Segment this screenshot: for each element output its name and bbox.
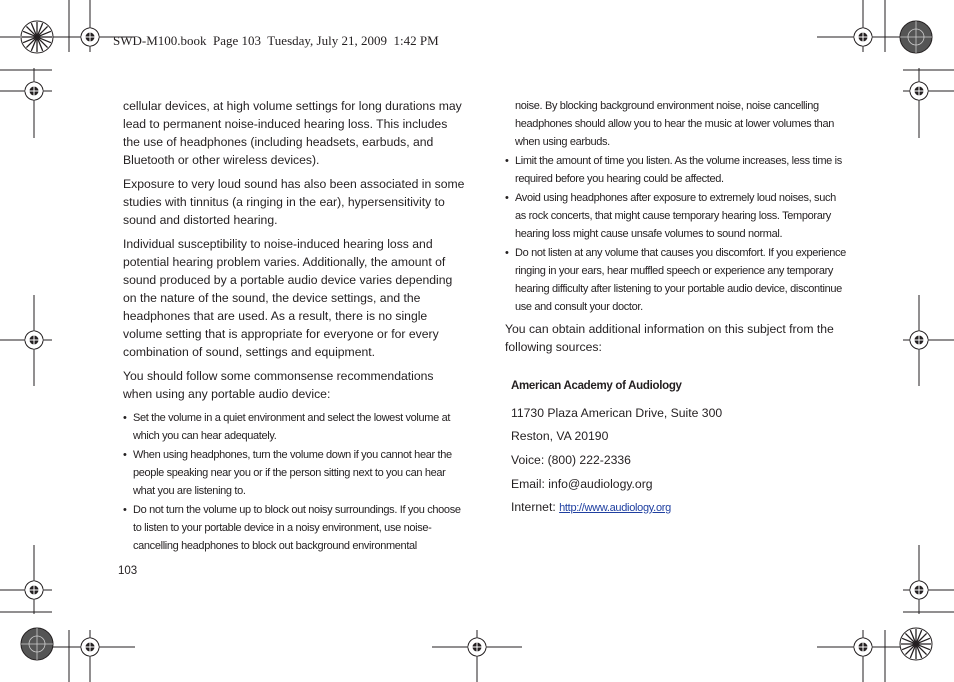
bullet-icon: • <box>123 449 127 461</box>
internet-label: Internet: <box>511 500 560 514</box>
source-title: American Academy of Audiology <box>511 380 682 392</box>
bullet-continuation: noise. By blocking background environment noise, noise cancelling headphones should allow you to hear the music at lower volumes than when using earbuds. <box>515 100 834 148</box>
page-number: 103 <box>118 565 138 577</box>
source-email: Email: info@audiology.org <box>511 477 653 491</box>
page-header: SWD-M100.book Page 103 Tuesday, July 21, 2009 1:42 PM <box>113 33 439 48</box>
bullet-icon: • <box>505 192 509 204</box>
paragraph: You should follow some commonsense recommendations when using any portable audio device: <box>123 369 434 401</box>
recommendation-list <box>123 409 465 555</box>
source-internet <box>511 498 671 517</box>
paragraph: Exposure to very loud sound has also been associated in some studies with tinnitus (a ringing in the ear), hypersensitivity to sound and distorted hearing. <box>123 177 465 227</box>
bullet-icon: • <box>123 504 127 516</box>
source-city: Reston, VA 20190 <box>511 429 609 443</box>
bullet-icon: • <box>123 412 127 424</box>
paragraph: Individual susceptibility to noise-induced hearing loss and potential hearing problem varies. Additionally, the amount of sound produced by a portable audio device varies depending on the nature of the sound, the device settings, and the headphones that are used. As a result, there is no single volume setting that is appropriate for everyone or for every combination of sound, settings and equipment. <box>123 237 453 359</box>
source-address: 11730 Plaza American Drive, Suite 300 <box>511 406 723 420</box>
list-item: • Limit the amount of time you listen. As the volume increases, less time is required before you hearing could be affected. <box>505 152 847 188</box>
list-item: • Set the volume in a quiet environment and select the lowest volume at which you can hear adequately. <box>123 409 465 445</box>
list-item: • Do not turn the volume up to block out noisy surroundings. If you choose to listen to your portable device in a noisy environment, use noise-cancelling headphones to block out background environmental <box>123 501 465 555</box>
list-item: • Avoid using headphones after exposure to extremely loud noises, such as rock concerts, that might cause temporary hearing loss. Temporary hearing loss might cause unsafe volumes to sound normal. <box>505 189 847 243</box>
bullet-icon: • <box>505 155 509 167</box>
recommendation-list <box>505 152 847 316</box>
closing-paragraph: You can obtain additional information on this subject from the following sources: <box>505 322 834 354</box>
left-column <box>123 97 465 556</box>
paragraph: cellular devices, at high volume settings for long durations may lead to permanent noise-induced hearing loss. This includes the use of headphones (including headsets, earbuds, and Bluetooth or other wireless devices). <box>123 99 462 167</box>
source-voice: Voice: (800) 222-2336 <box>511 453 631 467</box>
list-item: • Do not listen at any volume that causes you discomfort. If you experience ringing in your ears, hear muffled speech or experience any temporary hearing difficulty after listening to your portable audio device, discontinue use and consult your doctor. <box>505 244 847 316</box>
bullet-icon: • <box>505 247 509 259</box>
list-item: • When using headphones, turn the volume down if you cannot hear the people speaking near you or if the person sitting next to you can hear what you are listening to. <box>123 446 465 500</box>
right-column <box>505 97 847 362</box>
audiology-link[interactable]: http://www.audiology.org <box>559 502 671 514</box>
